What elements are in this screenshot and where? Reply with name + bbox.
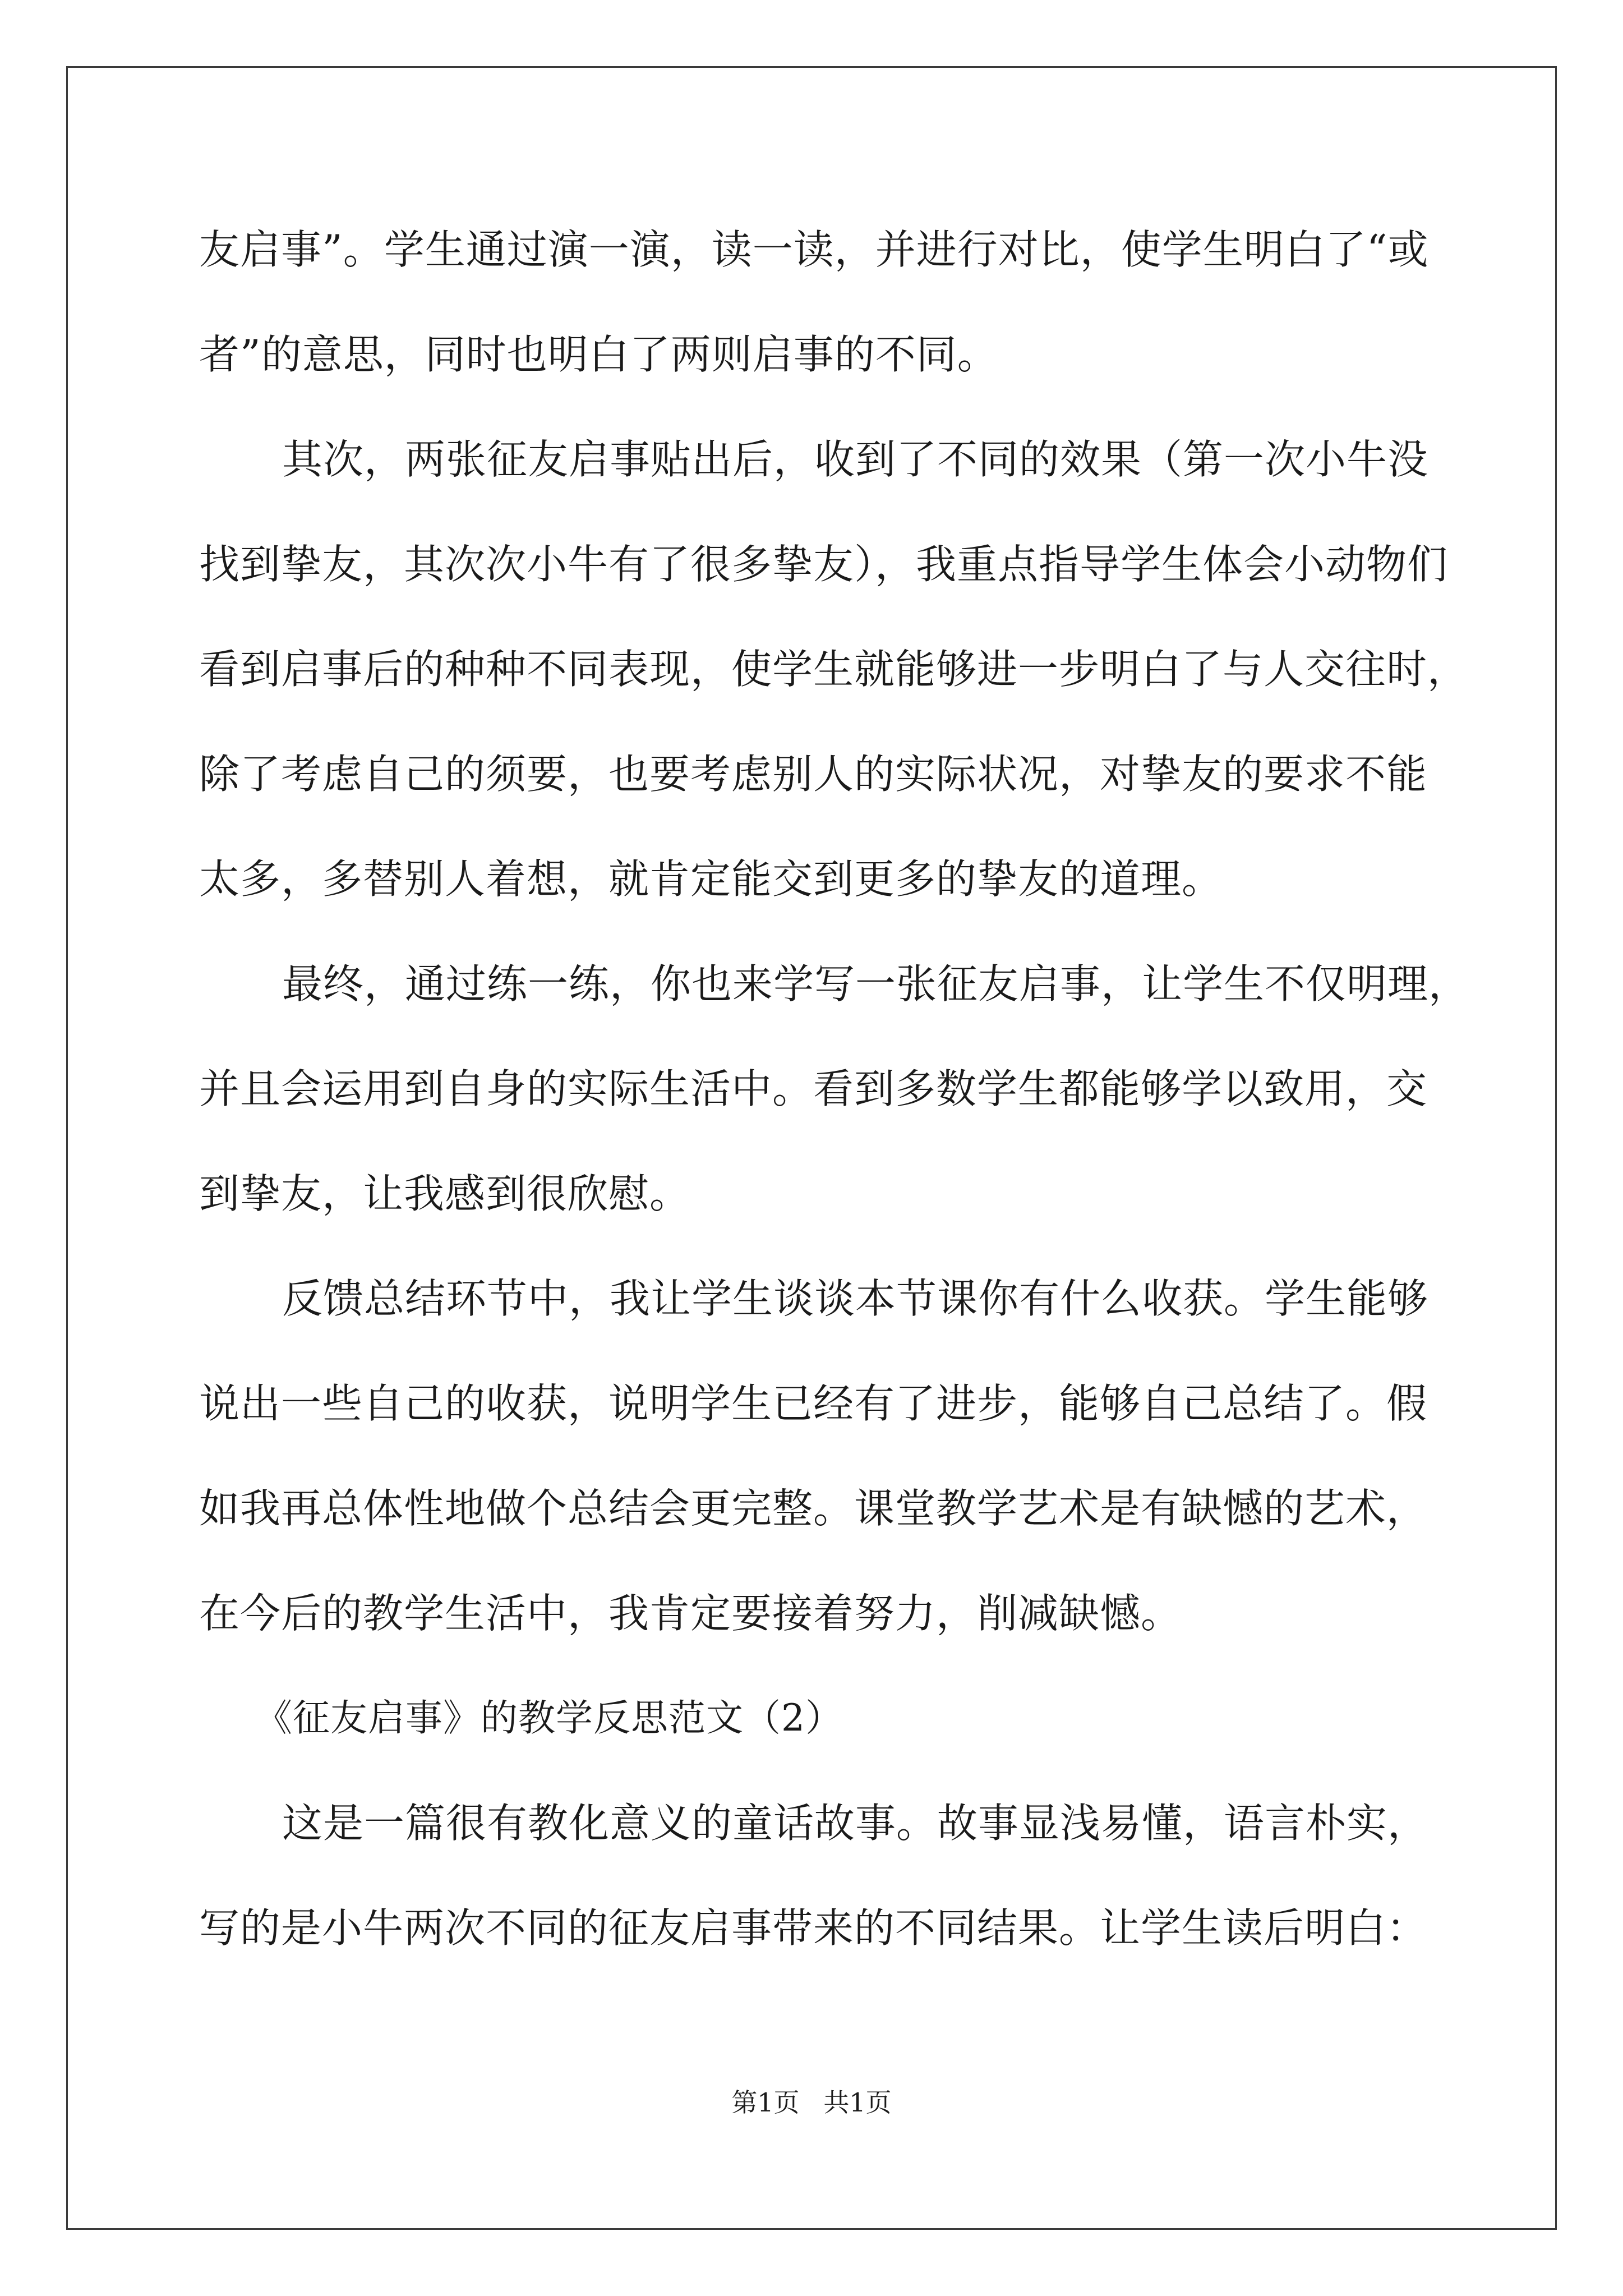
page-number-current: 第1页: [731, 2087, 800, 2118]
text-line: 找到挚友，其次次小牛有了很多挚友），我重点指导学生体会小动物们: [199, 541, 1449, 588]
text-line: 在今后的教学生活中，我肯定要接着努力，削减缺憾。: [199, 1590, 1182, 1637]
text-line: 友启事”。学生通过演一演，读一读，并进行对比，使学生明白了“或: [199, 226, 1429, 273]
paragraph-start: 反馈总结环节中，我让学生谈谈本节课你有什么收获。学生能够: [282, 1275, 1429, 1322]
paragraph-start: 其次，两张征友启事贴出后，收到了不同的效果（第一次小牛没: [282, 436, 1429, 483]
paragraph-start: 最终，通过练一练，你也来学写一张征友启事，让学生不仅明理，: [282, 960, 1470, 1007]
document-body: [199, 213, 1470, 1996]
page-number-total: 共1页: [823, 2087, 892, 2118]
text-line: 如我再总体性地做个总结会更完整。课堂教学艺术是有缺憾的艺术，: [199, 1485, 1428, 1532]
text-line: 太多，多替别人着想，就肯定能交到更多的挚友的道理。: [199, 855, 1223, 903]
section-heading: 《征友启事》的教学反思范文（2）: [255, 1696, 843, 1740]
paragraph-start: 这是一篇很有教化意义的童话故事。故事显浅易懂，语言朴实，: [282, 1800, 1429, 1847]
text-line: 者”的意思，同时也明白了两则启事的不同。: [199, 331, 998, 378]
text-line: 看到启事后的种种不同表现，使学生就能够进一步明白了与人交往时，: [199, 646, 1469, 693]
text-line: 说出一些自己的收获，说明学生已经有了进步，能够自己总结了。假: [199, 1380, 1428, 1427]
text-line: 除了考虑自己的须要，也要考虑别人的实际状况，对挚友的要求不能: [199, 751, 1428, 798]
page-footer: [0, 2086, 1623, 2119]
text-line: 写的是小牛两次不同的征友启事带来的不同结果。让学生读后明白：: [199, 1904, 1428, 1952]
text-line: 并且会运用到自身的实际生活中。看到多数学生都能够学以致用，交: [199, 1065, 1428, 1112]
text-line: 到挚友，让我感到很欣慰。: [199, 1170, 691, 1217]
